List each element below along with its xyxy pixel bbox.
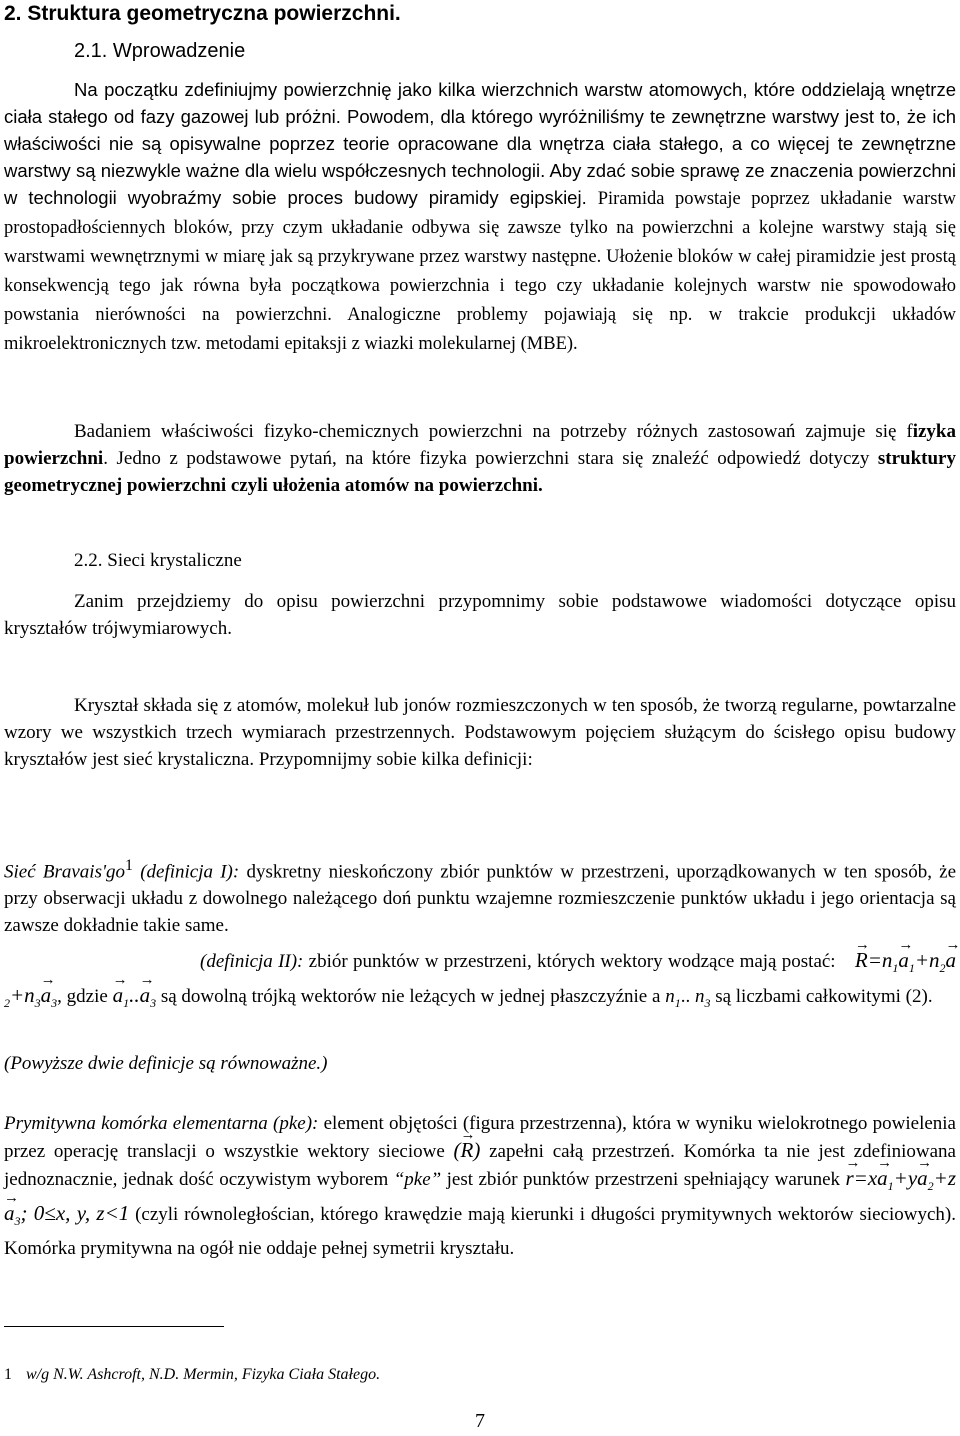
definition-1: Sieć $Bravais'go^1$ (definicja I): dyskretny nieskończony zbiór punktów w przestrzeni, uporządkowanych w ten sposób, że przy obserwacji układu z dowolnego należącego doń punktu wzajemne rozmieszczenie punktów układu i jego orientacja są zawsze dokładnie takie same. [4, 857, 957, 937]
surface-physics-paragraph: Badaniem właściwości fizyko-chemicznych powierzchni na potrzeby różnych zastosowań zajmuje się fizyka powierzchni. Jedno z podstawowe pytań, na które fizyka powierzchni stara się znaleźć odpowiedź dotyczy struktury geometrycznej powierzchni czyli ułożenia atomów na powierzchni. [4, 421, 956, 496]
page-number: 7 [475, 1410, 485, 1432]
bravais-term: Sieć Bravais'go [4, 861, 126, 883]
footnote-divider [4, 1326, 224, 1327]
definition-2: (definicja II): zbiór punktów w przestrzeni, których wektory wodzące mają postać: → $R=n_1\to a_1+n_2\to a_2+n_3\to a_3$, gdzie → $a_1..\to a_3$ są dowolną trójką wektorów nie leżących w jednej płaszczyźnie a $n_1$.. $n_3$ są liczbami całkowitymi (2). [4, 947, 956, 1017]
pke-term: Prymitywna komórka elementarna (pke): [4, 1113, 319, 1134]
section-title-2-2: 2.2. Sieci krystaliczne [74, 550, 242, 571]
pke-definition: Prymitywna komórka elementarna (pke): element objętości (figura przestrzenna), która w wyniku wielokrotnego powielenia przez operację translacji o wszystkie wektory sieciowe (→ R) zapełni całą przestrzeń. Komórka ta nie jest zdefiniowana jednoznacznie, jednak dość oczywistym wyborem “pke” jest zbiór punktów przestrzeni spełniający warunek → $r=x\to a_1+y\to a_2+z\to a_3$; 0≤x, y, z<1 (czyli równoległościan, którego krawędzie mają kierunki i długości prymitywnych wektorów sieciowych). Komórka prymitywna na ogół nie oddaje pełnej symetrii kryształu. [4, 1110, 956, 1262]
pke-condition-formula: → $r=x\to a_1+y\to a_2+z\to a_3$; 0≤x, y, z<1 [4, 1166, 956, 1225]
crystal-paragraph: Kryształ składa się z atomów, molekuł lub jonów rozmieszczonych w ten sposób, że tworzą regularne, powtarzalne wzory we wszystkich trzech wymiarach przestrzennych. Podstawowym pojęciem służącym do ścisłego opisu budowy kryształów jest sieć krystaliczna. Przypomnijmy sobie kilka definicji: [4, 695, 956, 770]
intro-paragraph: Na początku zdefiniujmy powierzchnię jako kilka wierzchnich warstw atomowych, które oddzielają wnętrze ciała stałego od fazy gazowej lub próżni. Powodem, dla którego wyróżniliśmy te zewnętrzne warstwy jest to, że ich właściwości nie są opisywalne poprzez teorie opracowane dla wnętrza ciała stałego, a co więcej te zewnętrzne warstwy są niezwykle ważne dla wielu współczesnych technologii. Aby zdać sobie sprawę ze znaczenia powierzchni w technologii wyobraźmy sobie proces budowy piramidy egipskiej. Piramida powstaje poprzez układanie warstw prostopadłościennych bloków, przy czym układanie odbywa się zawsze tylko na powierzchni a kolejne warstwy stają się warstwami wewnętrznymi w miarę jak są przykrywane przez warstwy następne. Ułożenie bloków w całej piramidzie jest prostą konsekwencją tego jak równa była początkowa powierzchnia i tego czy układanie kolejnych warstw nie spowodowało powstania nierówności na powierzchni. Analogiczne problemy pojawiają się np. w trakcie produkcji układów mikroelektronicznych tzw. metodami epitaksji z wiazki molekularnej (MBE). [4, 79, 957, 354]
equivalence-note: (Powyższe dwie definicje są równoważne.) [4, 1053, 328, 1074]
section-title-2-1: 2.1. Wprowadzenie [74, 40, 246, 62]
lattice-vector-symbol: (→ R) [454, 1138, 481, 1162]
footnote-ref: 1 [125, 857, 133, 874]
footnote: 1 w/g N.W. Ashcroft, N.D. Mermin, Fizyka Ciała Stałego. [4, 1366, 381, 1383]
lattice-vector-formula: → $R=n_1\to a_1+n_2\to a_2+n_3\to a_3$ [4, 948, 956, 1007]
intro-3d-paragraph: Zanim przejdziemy do opisu powierzchni przypomnimy sobie podstawowe wiadomości dotyczące opisu kryształów trójwymiarowych. [4, 591, 956, 639]
basis-vectors-formula: → $a_1..\to a_3$ [113, 983, 157, 1007]
page-title: 2. Struktura geometryczna powierzchni. [4, 2, 401, 25]
